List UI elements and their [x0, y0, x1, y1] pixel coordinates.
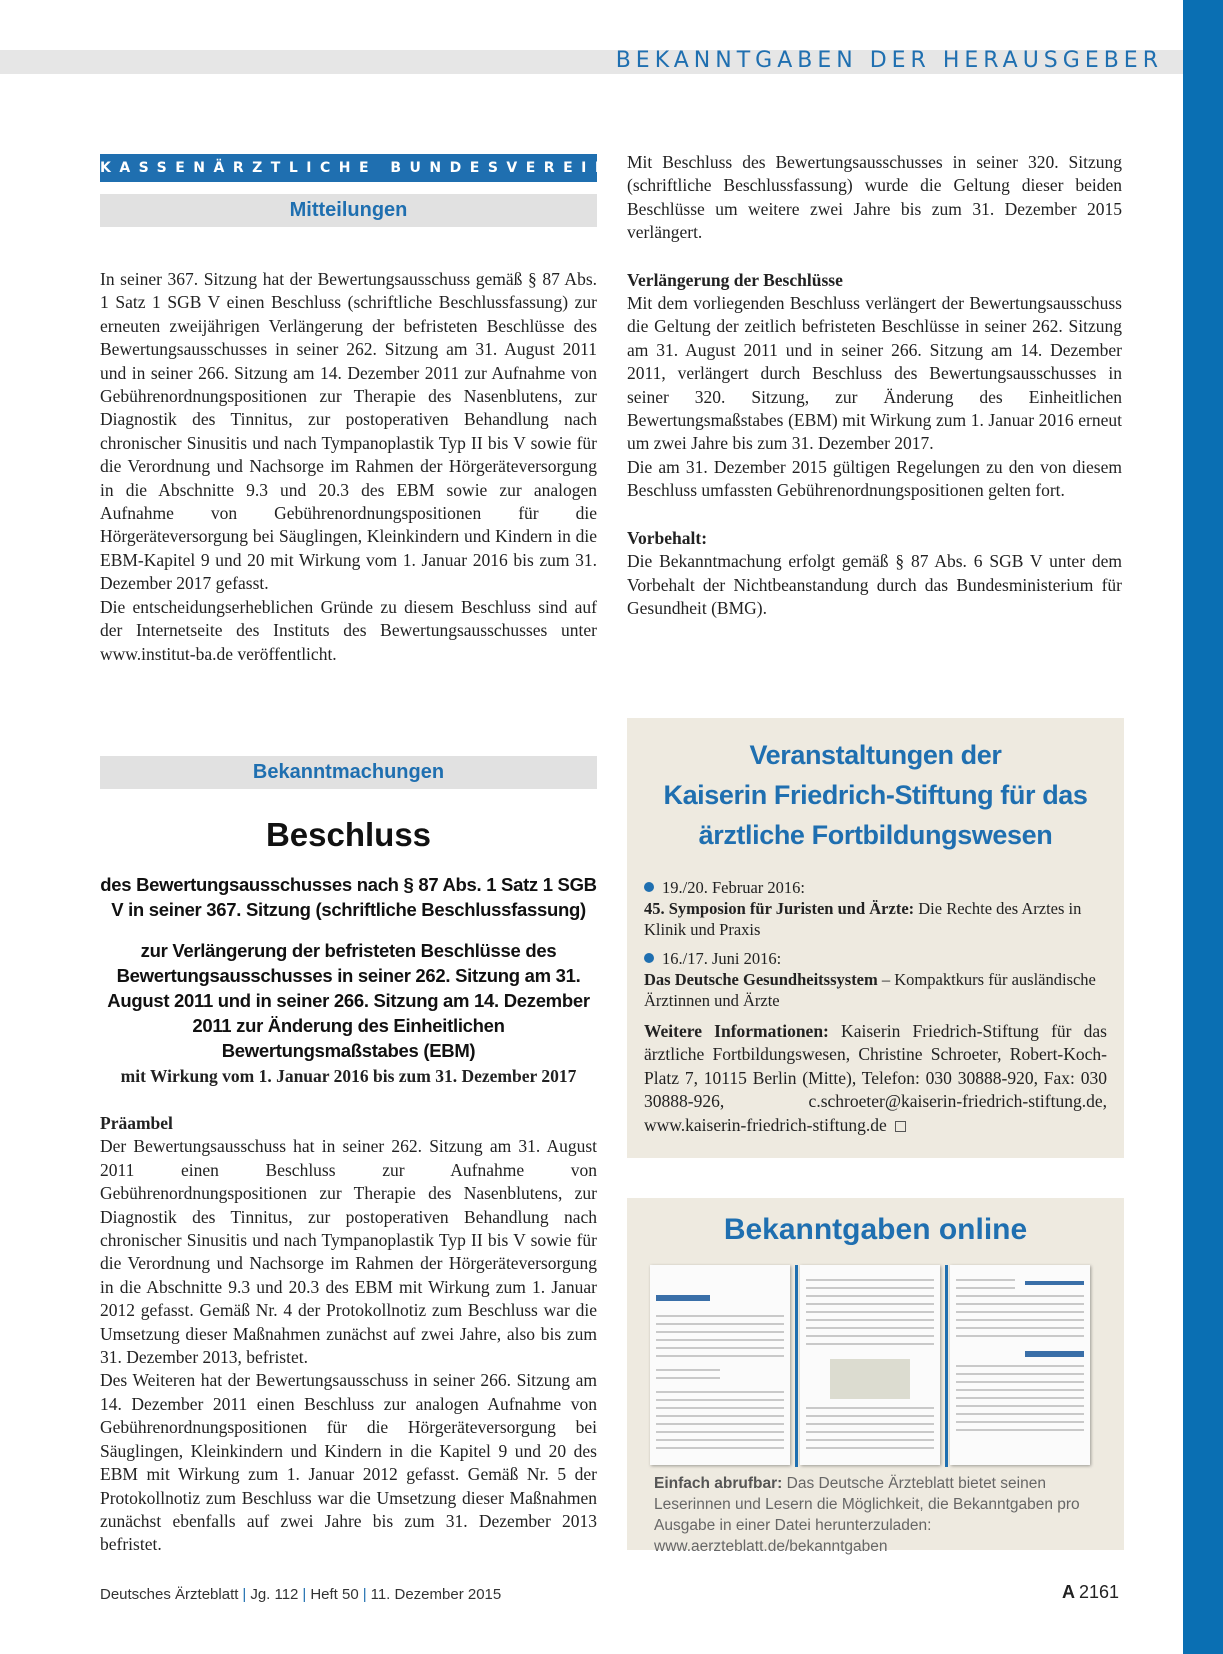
online-description: Das Deutsche Ärzteblatt bietet seinen Leserinnen und Lesern die Möglichkeit, die Bekanntgaben pro Ausgabe in einer Datei herunterzuladen: www.aerzteblatt.de/bekanntgaben	[654, 1475, 1080, 1555]
info-text: Kaiserin Friedrich-Stiftung für das ärztliche Fortbildungswesen, Christine Schroeter, Robert-Koch-Platz 7, 10115 Berlin (Mitte), Telefon: 030 30888-920, Fax: 030 30888-926, c.schroeter@kaiserin-friedrich-stiftung.de, www.kaiserin-friedrich-stiftung.de	[644, 1021, 1107, 1135]
beschluss-subtitle-1: des Bewertungsausschusses nach § 87 Abs. 1 Satz 1 SGB V in seiner 367. Sitzung (schriftliche Beschlussfassung)	[100, 874, 597, 920]
bekanntmachungen-heading: Bekanntmachungen	[100, 756, 597, 789]
online-label: Einfach abrufbar:	[654, 1475, 783, 1492]
praeambel-paragraph-1: Der Bewertungsausschuss hat in seiner 262. Sitzung am 31. August 2011 einen Beschluss zur Aufnahme von Gebührenordnungspositionen zur Therapie des Nasenblutens, zur Diagnostik des Tinnitus, zur postoperativen Behandlung nach chronischer Sinusitis und nach Tympanoplastik Typ II bis V sowie für die Verordnung und Nachsorge im Rahmen der Hörgeräteversorgung in die Abschnitte 9.3 und 20.3 des EBM mit Wirkung zum 1. Januar 2012 gefasst. Gemäß Nr. 4 der Protokollnotiz zum Beschluss war die Umsetzung dieser Maßnahmen zunächst auf zwei Jahre, also bis zum 31. Dezember 2013, befristet.	[100, 1136, 597, 1368]
beschluss-subtitle-2: zur Verlängerung der befristeten Beschlüsse des Bewertungsausschusses in seiner 262. Sitzung am 31. August 2011 und in seiner 266. Sitzung am 14. Dezember 2011 zur Änderung des Einheitlichen Bewertungsmaßstabes (EBM)	[107, 940, 590, 1061]
journal-date: 11. Dezember 2015	[370, 1586, 502, 1603]
praeambel-heading: Präambel	[100, 1113, 173, 1133]
bullet-icon	[644, 882, 654, 892]
event-description: – Kompaktkurs für ausländische Ärztinnen und Ärzte	[644, 970, 1096, 1010]
online-box-title: Bekanntgaben online	[723, 1213, 1028, 1246]
page-number	[1062, 1582, 1119, 1603]
info-label: Weitere Informationen:	[644, 1021, 829, 1041]
events-title-line-3: ärztliche Fortbildungswesen	[698, 820, 1053, 850]
journal-name: Deutsches Ärzteblatt	[100, 1586, 239, 1603]
page-prefix: A	[1061, 1582, 1075, 1602]
vorbehalt-heading: Vorbehalt:	[627, 527, 708, 548]
verlaengerung-heading: Verlängerung der Beschlüsse	[627, 269, 843, 290]
footer-citation: Deutsches Ärzteblatt | Jg. 112 | Heft 50 | 11. Dezember 2015	[100, 1586, 502, 1603]
org-banner: KASSENÄRZTLICHE BUNDESVEREINIGUNG	[100, 154, 597, 182]
page-thumbnail-1	[650, 1265, 790, 1465]
mitteilungen-heading: Mitteilungen	[100, 194, 597, 227]
praeambel-section	[100, 1112, 597, 1557]
issue-preview-thumbnails	[650, 1265, 1095, 1467]
events-box-title	[627, 735, 1124, 855]
thumbnail-divider	[945, 1265, 948, 1467]
event-date: 16./17. Juni 2016:	[662, 949, 782, 968]
blue-sidebar	[1183, 0, 1223, 1654]
events-title-line-2: Kaiserin Friedrich-Stiftung für das	[663, 780, 1088, 810]
end-mark-icon	[895, 1121, 906, 1132]
bullet-icon	[644, 953, 654, 963]
praeambel-paragraph-2: Des Weiteren hat der Bewertungsausschuss in seiner 266. Sitzung am 14. Dezember 2011 einen Beschluss zur analogen Aufnahme von Gebührenordnungspositionen für die Hörgeräteversorgung bei Säuglingen, Kleinkindern und Kindern in die Kapitel 9 und 20 des EBM mit Wirkung zum 1. Januar 2012 gefasst. Gemäß Nr. 5 der Protokollnotiz zum Beschluss war die Umsetzung dieser Maßnahmen zunächst ebenfalls auf zwei Jahre bis zum 31. Dezember 2013 befristet.	[100, 1370, 597, 1555]
mitteilungen-paragraph-2: Die entscheidungserheblichen Gründe zu diesem Beschluss sind auf der Internetseite des Instituts des Bewertungsausschusses unter www.institut-ba.de veröffentlicht.	[100, 596, 597, 664]
journal-volume: Jg. 112	[250, 1586, 299, 1603]
page-thumbnail-2	[800, 1265, 940, 1465]
event-date: 19./20. Februar 2016:	[662, 878, 805, 897]
event-title: Das Deutsche Gesundheitssystem	[644, 970, 878, 989]
mitteilungen-body	[100, 268, 597, 666]
online-box-text	[654, 1473, 1094, 1557]
event-title: 45. Symposion für Juristen und Ärzte:	[644, 899, 915, 918]
events-title-line-1: Veranstaltungen der	[749, 740, 1002, 770]
verlaengerung-paragraph-1: Mit dem vorliegenden Beschluss verlängert der Bewertungsausschuss die Geltung der zeitlich befristeten Beschlüsse in seiner 262. Sitzung am 31. August 2011 und in seiner 266. Sitzung am 14. Dezember 2011, verlängert durch Beschluss des Bewertungsausschusses in seiner 320. Sitzung, zur Änderung des Einheitlichen Bewertungsmaßstabes (EBM) mit Wirkung zum 1. Januar 2016 erneut um zwei Jahre bis zum 31. Dezember 2017.	[627, 293, 1122, 454]
section-header-title: BEKANNTGABEN DER HERAUSGEBER	[615, 48, 1163, 73]
events-info	[644, 1020, 1107, 1137]
event-item	[644, 877, 1109, 940]
beschluss-title: Beschluss	[265, 816, 432, 853]
verlaengerung-paragraph-2: Die am 31. Dezember 2015 gültigen Regelungen zu den von diesem Beschluss umfassten Gebührenordnungspositionen gelten fort.	[627, 456, 1122, 501]
intro-paragraph: Mit Beschluss des Bewertungsausschusses in seiner 320. Sitzung (schriftliche Beschlussfassung) wurde die Geltung dieser beiden Beschlüsse um weitere zwei Jahre bis zum 31. Dezember 2015 verlängert.	[627, 152, 1122, 243]
journal-issue: Heft 50	[310, 1586, 359, 1603]
page-thumbnail-3	[950, 1265, 1090, 1465]
thumbnail-divider	[795, 1265, 798, 1467]
mitteilungen-paragraph-1: In seiner 367. Sitzung hat der Bewertungsausschuss gemäß § 87 Abs. 1 Satz 1 SGB V einen Beschluss (schriftliche Beschlussfassung) zur erneuten zweijährigen Verlängerung der befristeten Beschlüsse des Bewertungsausschusses in seiner 262. Sitzung am 31. August 2011 und in seiner 266. Sitzung am 14. Dezember 2011 zur Aufnahme von Gebührenordnungspositionen zur Therapie des Nasenblutens, zur Diagnostik des Tinnitus, zur postoperativen Behandlung nach chronischer Sinusitis und nach Tympanoplastik Typ II bis V sowie für die Verordnung und Nachsorge im Rahmen der Hörgeräteversorgung in die Abschnitte 9.3 und 20.3 des EBM sowie zur analogen Aufnahme von Gebührenordnungspositionen für die Hörgeräteversorgung bei Säuglingen, Kleinkindern und Kindern in die EBM-Kapitel 9 und 20 mit Wirkung vom 1. Januar 2016 bis zum 31. Dezember 2017 gefasst.	[100, 269, 597, 594]
beschluss-validity: mit Wirkung vom 1. Januar 2016 bis zum 31. Dezember 2017	[120, 1066, 577, 1086]
vorbehalt-paragraph: Die Bekanntmachung erfolgt gemäß § 87 Abs. 6 SGB V unter dem Vorbehalt der Nichtbeanstandung durch das Bundesministerium für Gesundheit (BMG).	[627, 551, 1122, 618]
event-item	[644, 948, 1109, 1011]
event-description: Die Rechte des Arztes in Klinik und Praxis	[644, 899, 1082, 939]
page-number-value: 2161	[1078, 1582, 1119, 1602]
right-column-body	[627, 151, 1122, 620]
